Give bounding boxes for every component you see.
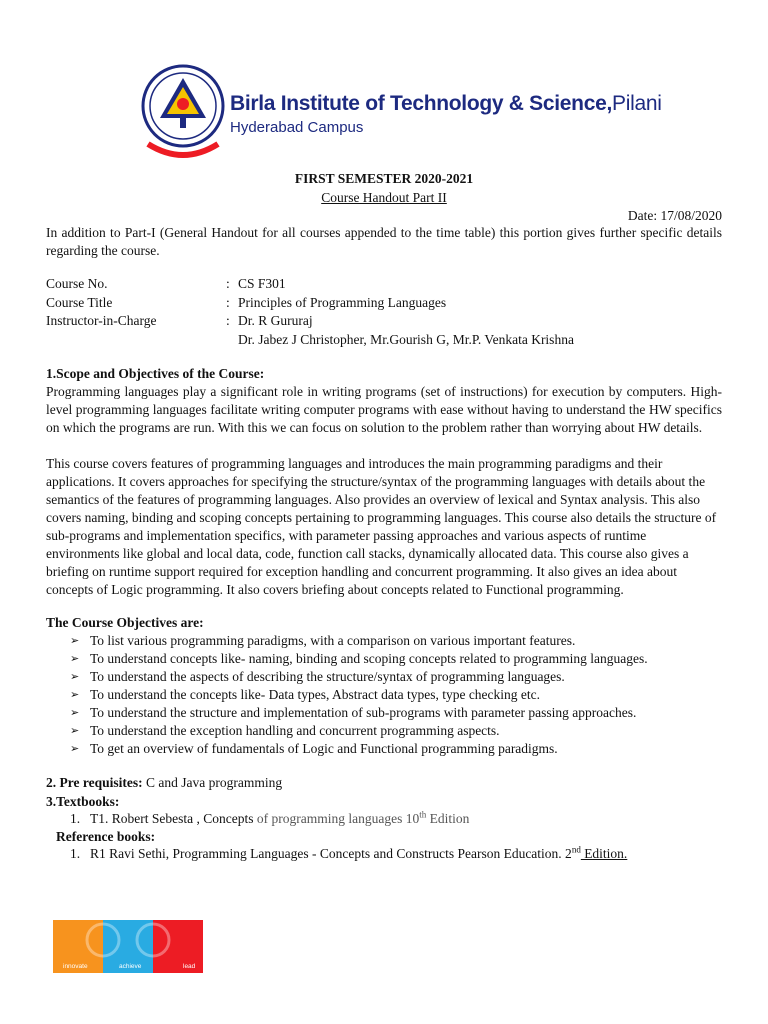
bullet-arrow-icon: ➢	[70, 670, 80, 683]
co-instructors-row	[46, 331, 574, 350]
prerequisites-value: C and Java programming	[145, 775, 283, 790]
objectives-list	[70, 632, 648, 758]
reference-book-1: 1. R1 Ravi Sethi, Programming Languages - Concepts and Constructs Pearson Education. 2nd Edition.	[70, 844, 628, 861]
list-item: ➢ To understand the structure and implementation of sub-programs with parameter passing approaches.	[70, 705, 637, 720]
footer-word-innovate: innovate	[63, 963, 88, 970]
list-item: ➢ To get an overview of fundamentals of Logic and Functional programming paradigms.	[70, 741, 558, 756]
intro-paragraph: In addition to Part-I (General Handout for all courses appended to the time table) this portion gives further specific details regarding the course.	[46, 225, 722, 258]
course-no-value: CS F301	[238, 276, 286, 291]
campus-name: Hyderabad Campus	[230, 119, 364, 136]
course-title-row	[46, 294, 574, 313]
bits-emblem-icon	[140, 54, 226, 164]
scope-heading: 1.Scope and Objectives of the Course:	[46, 366, 265, 381]
textbook-1: 1. T1. Robert Sebesta , Concepts of programming languages 10th Edition	[70, 809, 470, 826]
list-item: ➢ To understand the aspects of describing the structure/syntax of programming languages.	[70, 669, 565, 684]
innovate-achieve-lead-logo	[53, 920, 203, 973]
instructor-label: Instructor-in-Charge	[46, 313, 157, 328]
handout-date: Date: 17/08/2020	[627, 208, 722, 223]
reference-books-heading: Reference books:	[56, 829, 156, 844]
semester-title: FIRST SEMESTER 2020-2021	[294, 171, 474, 186]
list-item: ➢ To understand the concepts like- Data types, Abstract data types, type checking etc.	[70, 687, 541, 702]
colon: :	[226, 313, 230, 328]
course-no-label: Course No.	[46, 276, 108, 291]
prerequisites-label: 2. Pre requisites:	[46, 775, 143, 790]
institute-header	[140, 54, 662, 166]
bullet-arrow-icon: ➢	[70, 688, 80, 701]
co-instructors-value: Dr. Jabez J Christopher, Mr.Gourish G, Mr.P. Venkata Krishna	[238, 331, 574, 347]
footer-red-block	[153, 920, 203, 973]
scope-paragraph-1: Programming languages play a significant role in writing programs (set of instructions) for execution by computers. High-level programming languages facilitate writing computer programs with ease without having to understand the HW specifics on which the programs are run. With this we can focus on solution to the problem rather than worrying about HW details.	[46, 384, 722, 435]
colon: :	[226, 276, 230, 291]
bullet-arrow-icon: ➢	[70, 634, 80, 647]
list-item: ➢ To list various programming paradigms, with a comparison on various important features.	[70, 633, 576, 648]
bullet-arrow-icon: ➢	[70, 652, 80, 665]
bullet-arrow-icon: ➢	[70, 742, 80, 755]
list-item: ➢ To understand concepts like- naming, binding and scoping concepts related to programming languages.	[70, 651, 648, 666]
course-title-value: Principles of Programming Languages	[238, 294, 447, 310]
textbooks-heading: 3.Textbooks:	[46, 794, 120, 809]
footer-word-achieve: achieve	[119, 963, 142, 970]
course-title-label: Course Title	[46, 294, 113, 310]
course-info	[46, 275, 574, 349]
objectives-heading: The Course Objectives are:	[46, 615, 204, 630]
instructor-row	[46, 312, 574, 331]
institute-name: Birla Institute of Technology & Science,Pilani	[230, 92, 662, 115]
handout-part-title: Course Handout Part II	[321, 190, 447, 205]
list-item: ➢ To understand the exception handling and concurrent programming aspects.	[70, 723, 500, 738]
course-no-row	[46, 275, 574, 294]
footer-word-lead: lead	[183, 963, 196, 970]
bullet-arrow-icon: ➢	[70, 706, 80, 719]
bullet-arrow-icon: ➢	[70, 724, 80, 737]
scope-paragraph-2: This course covers features of programming languages and introduces the main programming paradigms and their applications. It covers approaches for specifying the structure/syntax of the programming languages with details about the semantics of the features of programming languages. Also provides an overview of lexical and Syntax analysis. This also covers naming, binding and scoping concepts pertaining to programming languages. This course also details the structure of sub-programs and implementation specifics, with parameter passing approaches and various aspects of runtime environments like global and local data, code, function call stacks, dynamically allocated data. This course also gives a briefing on runtime support required for exception handling and concurrent programming. It also gives an idea about concepts of Logic programming. It also covers briefing about concepts related to Functional programming.	[46, 456, 717, 597]
prerequisites	[46, 775, 282, 791]
colon: :	[226, 294, 230, 310]
instructor-value: Dr. R Gururaj	[238, 313, 313, 328]
